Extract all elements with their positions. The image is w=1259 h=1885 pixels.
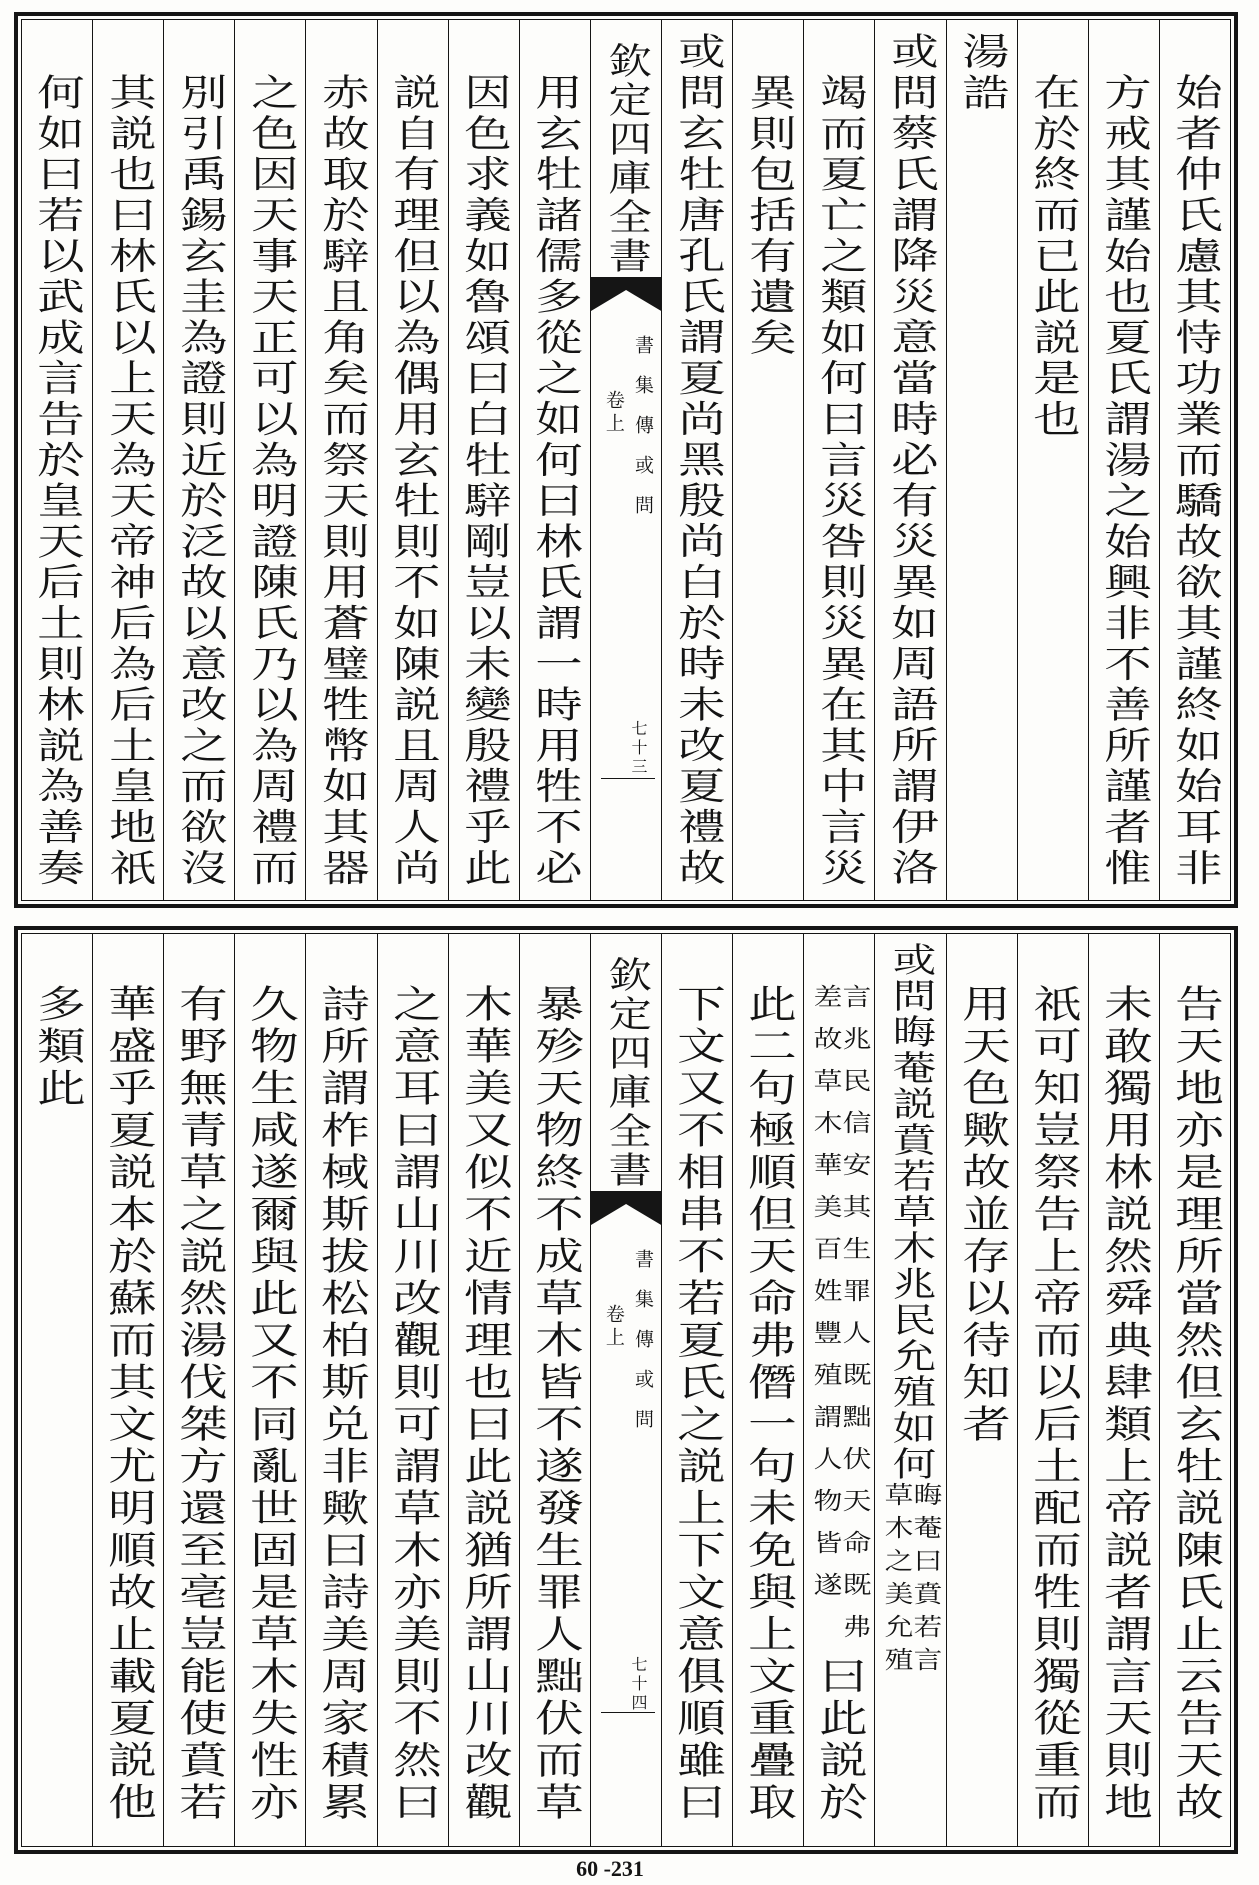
- text-column: [1017, 934, 1088, 1846]
- text-column: [874, 934, 945, 1846]
- text-column: [92, 934, 163, 1846]
- text-column: [1159, 20, 1230, 900]
- text-column: [519, 934, 590, 1846]
- column-text: 其説也曰林氏以上天為天帝神后為后土皇地祇: [100, 72, 156, 889]
- text-column: [803, 934, 874, 1846]
- text-column: [448, 20, 519, 900]
- column-text: 告天地亦是理所當然但玄牡説陳氏止云告天故: [1166, 984, 1224, 1824]
- folio-rule: [601, 1712, 655, 1713]
- column-text: 別引禹錫玄圭為證則近於泛故以意改之而欲沒: [171, 72, 227, 889]
- volume-label: 卷上: [602, 1304, 625, 1350]
- column-text: 詩所謂柞棫斯拔松柏斯兑非歟曰詩美周家積累: [313, 984, 370, 1824]
- text-column: [234, 20, 305, 900]
- text-column: [1088, 934, 1159, 1846]
- text-frame: [21, 19, 1231, 901]
- page-top: [14, 12, 1238, 908]
- text-column: [732, 934, 803, 1846]
- column-text: 赤故取於騂且角矣而祭天則用蒼璧牲幣如其器: [313, 72, 369, 889]
- text-column: [519, 20, 590, 900]
- column-text: 始者仲氏慮其恃功業而驕故欲其謹終如始耳非: [1167, 72, 1223, 889]
- column-text: 多類此: [28, 984, 86, 1110]
- column-text: 此二句極順但天命弗僭一句未免與上文重疊取: [740, 984, 797, 1824]
- text-column: [1088, 20, 1159, 900]
- column-text: 下文又不相串不若夏氏之説上下文意俱順雖曰: [668, 984, 726, 1824]
- text-column: [163, 20, 234, 900]
- column-text: 木華美又似不近情理也曰此説猶所謂山川改觀: [455, 984, 512, 1824]
- column-text: 或問蔡氏謂降災意當時必有災異如周語所謂伊洛: [882, 32, 938, 889]
- text-column: [732, 20, 803, 900]
- center-column: [590, 20, 661, 900]
- column-text: 有野無青草之説然湯伐桀方還至亳豈能使賁若: [171, 984, 228, 1824]
- book-title: 書集傳或問: [632, 335, 654, 535]
- text-column: [448, 934, 519, 1846]
- text-column: [92, 20, 163, 900]
- folio-number: 七十三: [629, 720, 648, 777]
- column-text: 在於終而已此説是也: [1025, 72, 1081, 440]
- collection-title: 欽定四庫全書: [601, 42, 652, 276]
- column-text: 竭而夏亡之類如何曰言災咎則災異在其中言災: [811, 72, 867, 889]
- note-line-left: 草木之美允殖: [879, 1482, 913, 1680]
- folio-number: 七十四: [629, 1656, 648, 1713]
- note-line-right: 言兆民信安其生罪人既黜伏天命既弗: [837, 984, 871, 1656]
- column-text: 暴殄天物終不成草木皆不遂發生罪人黜伏而草: [526, 984, 583, 1824]
- text-frame: [21, 933, 1231, 1847]
- text-column: [946, 20, 1017, 900]
- folio-rule: [601, 778, 655, 779]
- text-column: [1017, 20, 1088, 900]
- column-text: 或問晦菴説賁若草木兆民允殖如何: [884, 942, 937, 1482]
- fishtail-mark: [591, 1191, 661, 1227]
- column-text: 用玄牡諸儒多從之如何曰林氏謂一時用牲不必: [527, 72, 583, 889]
- column-text: 祇可知豈祭告上帝而以后土配而牲則獨從重而: [1024, 984, 1081, 1824]
- text-column: [874, 20, 945, 900]
- text-column: [234, 934, 305, 1846]
- volume-label: 卷上: [602, 390, 625, 436]
- text-column: [377, 20, 448, 900]
- annotation-note: [808, 984, 871, 1656]
- fishtail-mark: [591, 277, 661, 313]
- column-text: 用天色歟故並存以待知者: [953, 984, 1010, 1446]
- column-text: 何如曰若以武成言告於皇天后土則林説為善奏: [29, 72, 85, 889]
- column-text: 之色因天事天正可以為明證陳氏乃以為周禮而: [242, 72, 298, 889]
- column-text: 華盛乎夏説本於蘇而其文尤明順故止載夏説他: [99, 984, 157, 1824]
- column-text: 或問玄牡唐孔氏謂夏尚黑殷尚白於時未改夏禮故: [669, 32, 725, 889]
- text-column: [377, 934, 448, 1846]
- text-column: [803, 20, 874, 900]
- text-column: [305, 934, 376, 1846]
- text-column: [22, 20, 92, 900]
- text-column: [661, 934, 732, 1846]
- center-column: [590, 934, 661, 1846]
- text-column: [163, 934, 234, 1846]
- column-text: 異則包括有遺矣: [740, 72, 796, 359]
- book-title: 書集傳或問: [632, 1249, 654, 1449]
- text-column: [305, 20, 376, 900]
- text-column: [22, 934, 92, 1846]
- column-text: 未敢獨用林説然舜典肆類上帝説者謂言天則地: [1095, 984, 1152, 1824]
- section-heading: 湯誥: [954, 32, 1010, 114]
- collection-title: 欽定四庫全書: [601, 956, 652, 1190]
- column-text: 久物生咸遂爾與此又不同亂世固是草木失性亦: [242, 984, 299, 1824]
- column-text: 説自有理但以為偶用玄牡則不如陳説且周人尚: [385, 72, 441, 889]
- column-text: 曰此説於: [811, 1656, 868, 1824]
- column-text: 因色求義如魯頌曰白牡騂剛豈以未變殷禮乎此: [456, 72, 512, 889]
- note-line-left: 差故草木華美百姓豐殖謂人物皆遂: [808, 984, 842, 1614]
- text-column: [1159, 934, 1230, 1846]
- text-column: [661, 20, 732, 900]
- page-number: 60 -231: [576, 1856, 644, 1881]
- column-text: 之意耳曰謂山川改觀則可謂草木亦美則不然曰: [384, 984, 441, 1824]
- text-column: [946, 934, 1017, 1846]
- note-line-right: 晦菴曰賁若言: [908, 1482, 942, 1680]
- annotation-note: [879, 1482, 942, 1680]
- column-text: 方戒其謹始也夏氏謂湯之始興非不善所謹者惟: [1096, 72, 1152, 889]
- page-bottom: [14, 926, 1238, 1854]
